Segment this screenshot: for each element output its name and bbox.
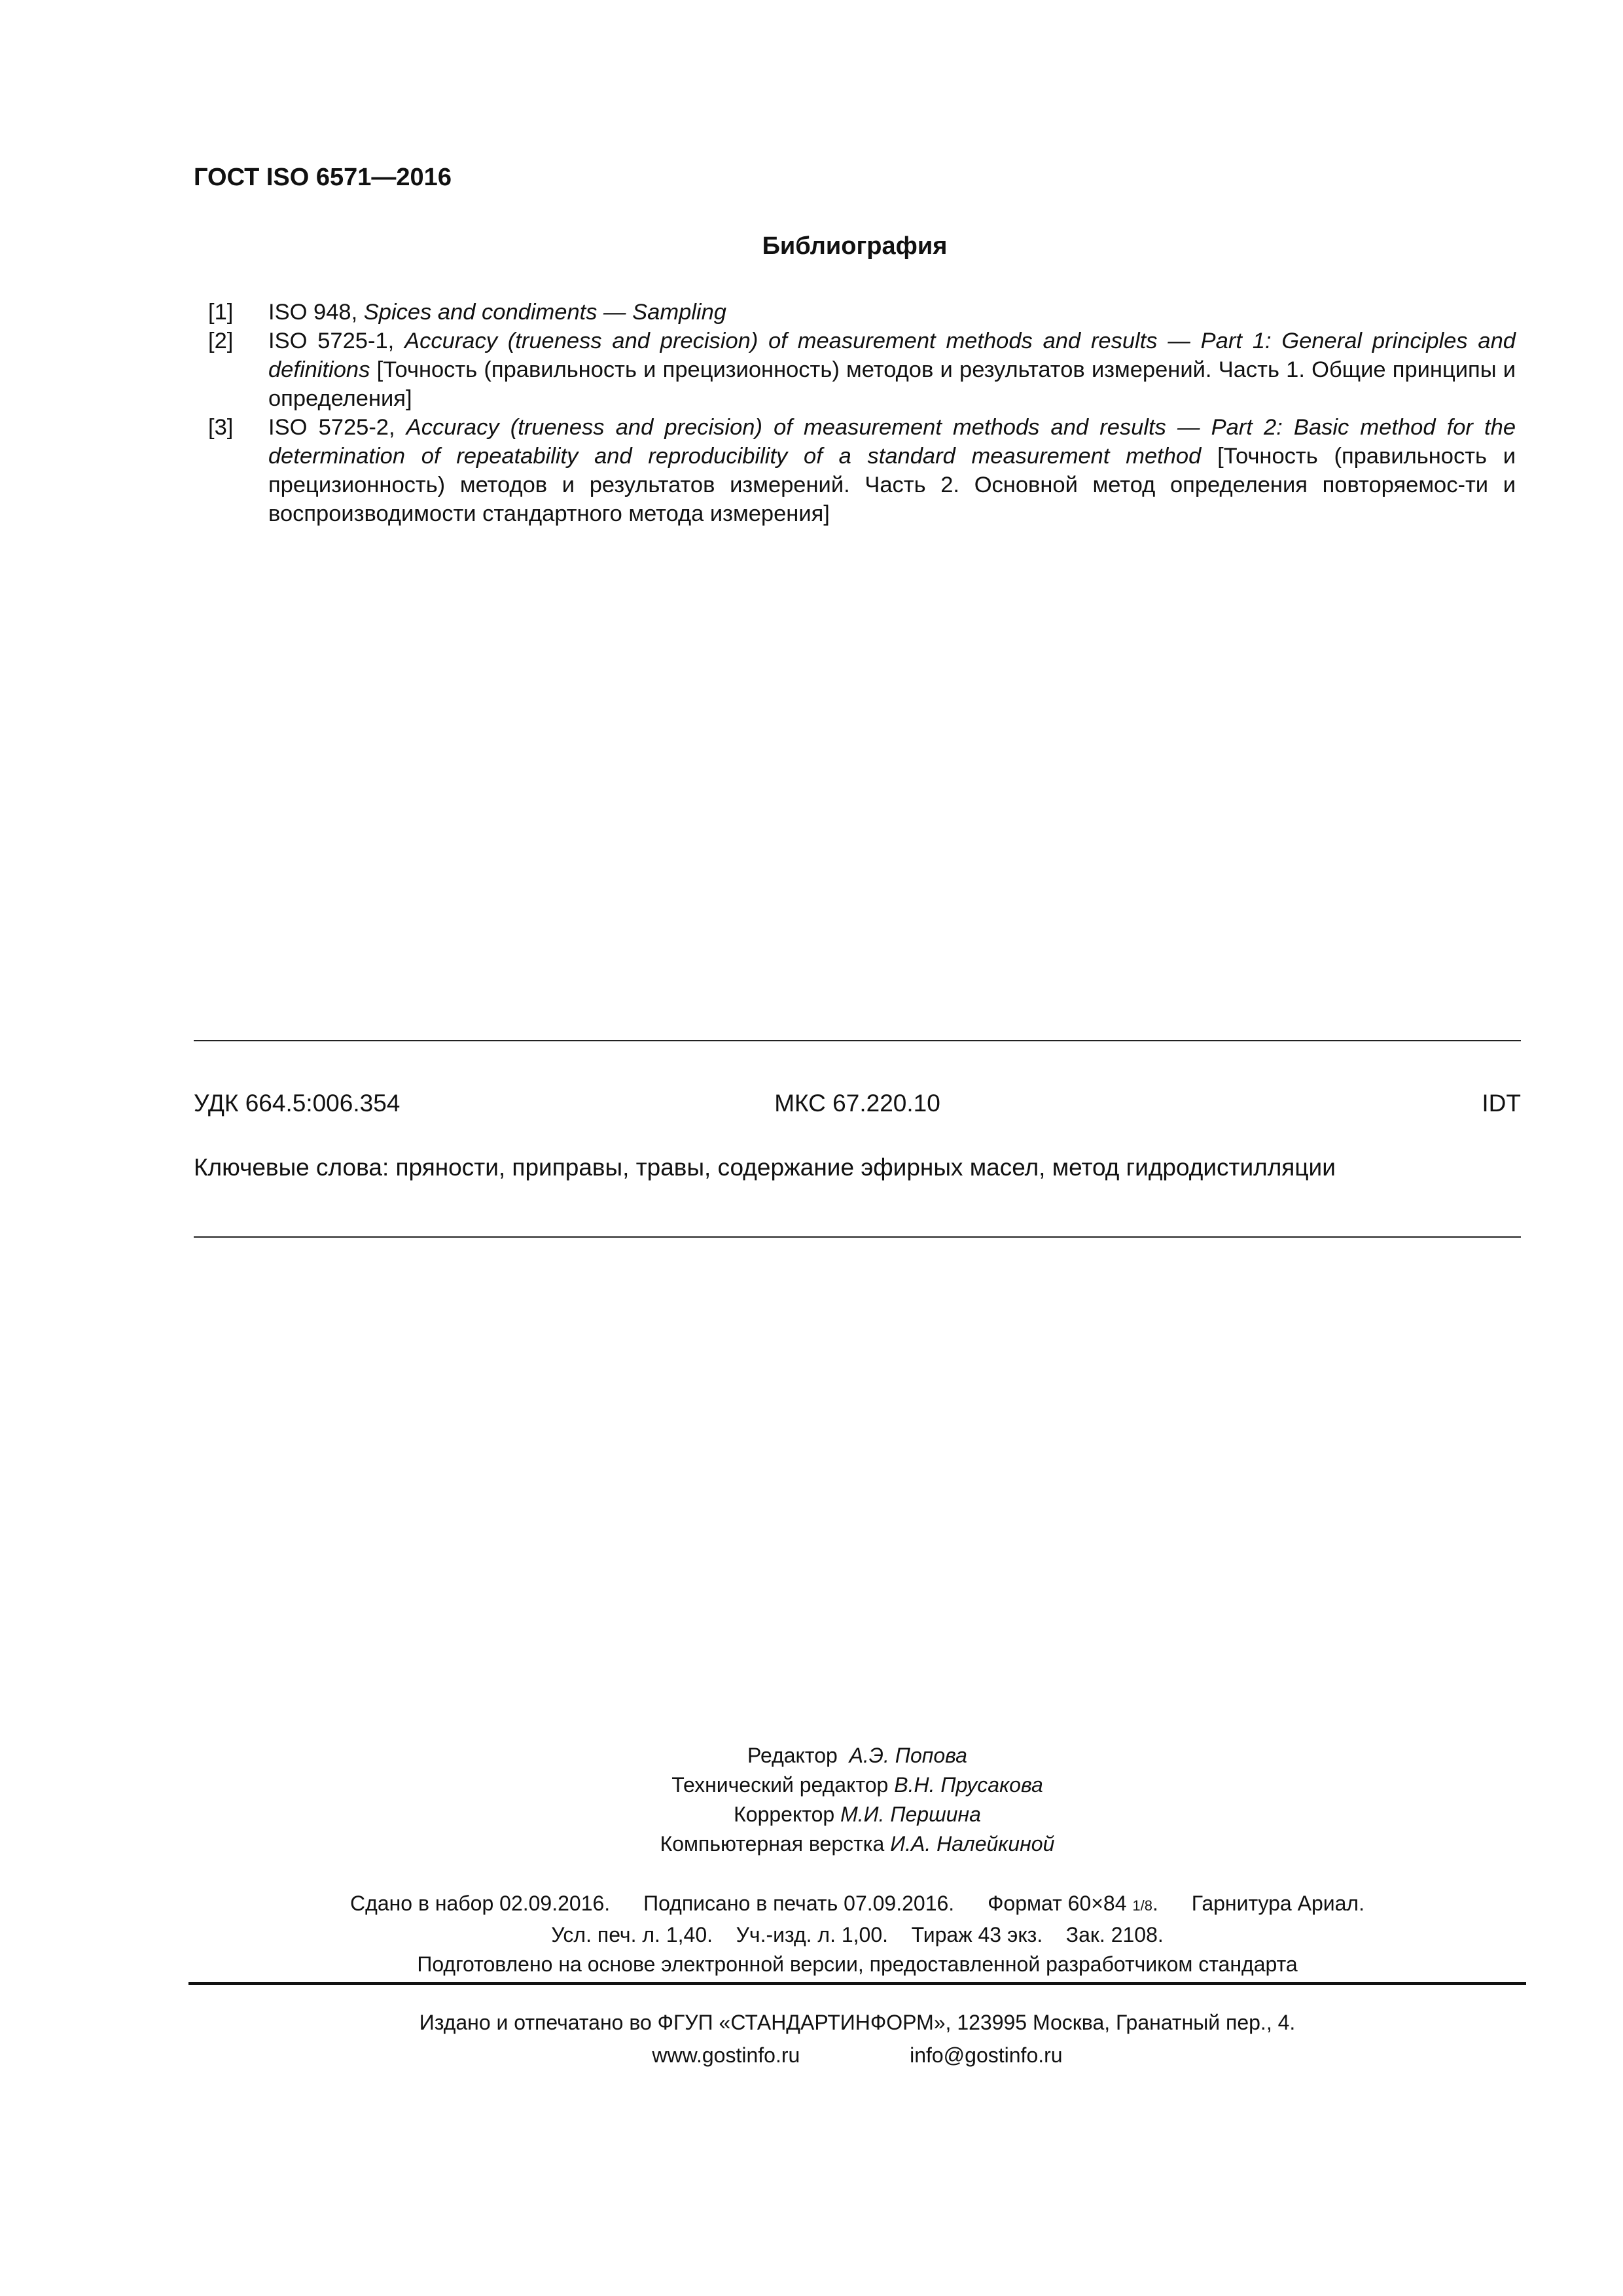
print-info-line-2	[194, 1920, 1521, 1950]
udk-code: УДК 664.5:006.354	[194, 1090, 401, 1117]
bibliography-entry	[194, 298, 1516, 327]
publisher-line: Издано и отпечатано во ФГУП «СТАНДАРТИНФОРМ», 123995 Москва, Гранатный пер., 4.	[419, 2011, 1296, 2034]
bibliography-entry	[194, 327, 1516, 413]
document-code: ГОСТ ISO 6571—2016	[194, 164, 452, 191]
entry-number: [1]	[208, 300, 234, 325]
entry-text	[268, 298, 1516, 327]
print-sheets: Усл. печ. л. 1,40.	[551, 1923, 713, 1946]
publisher-website: www.gostinfo.ru	[652, 2043, 800, 2067]
entry-number: [2]	[208, 329, 234, 353]
credit-editor	[194, 1741, 1521, 1770]
prepared-note: Подготовлено на основе электронной версии, предоставленной разработчиком стандарта	[417, 1952, 1298, 1976]
tech-editor-label: Технический редактор	[671, 1773, 889, 1797]
publishing-sheets: Уч.-изд. л. 1,00.	[736, 1923, 889, 1946]
editor-label: Редактор	[747, 1744, 838, 1767]
corrector-name: М.И. Першина	[840, 1803, 981, 1826]
layout-label: Компьютерная верстка	[660, 1832, 885, 1856]
credit-layout	[194, 1829, 1521, 1859]
format-fraction: 1/8	[1132, 1897, 1152, 1914]
mks-code: МКС 67.220.10	[774, 1090, 940, 1117]
publisher-email: info@gostinfo.ru	[910, 2043, 1063, 2067]
credits-block	[194, 1741, 1521, 1859]
publisher-block	[194, 2006, 1521, 2072]
entry-ref: ISO 948,	[268, 300, 358, 325]
entry-title-en: Accuracy (trueness and precision) of measurement methods and results — Part 1: General principles and definitions	[268, 329, 1516, 382]
entry-ref: ISO 5725-2,	[268, 415, 395, 440]
entry-text	[268, 327, 1516, 413]
keywords-line: Ключевые слова: пряности, приправы, травы, содержание эфирных масел, метод гидродистилляции	[194, 1154, 1336, 1181]
layout-name: И.А. Налейкиной	[890, 1832, 1055, 1856]
idt-label: IDT	[1482, 1090, 1521, 1117]
entry-text	[268, 413, 1516, 528]
bibliography-list	[194, 298, 1516, 528]
bibliography-entry	[194, 413, 1516, 528]
entry-ref: ISO 5725-1,	[268, 329, 395, 353]
submitted-date: Сдано в набор 02.09.2016.	[350, 1892, 611, 1915]
order-number: Зак. 2108.	[1065, 1923, 1164, 1946]
divider-bottom	[194, 1236, 1521, 1238]
print-info-line-1: Сдано в набор 02.09.2016. Подписано в печать 07.09.2016. Формат 60×84 1/8. Гарнитура Ариал.	[350, 1892, 1364, 1915]
credit-corrector	[194, 1800, 1521, 1829]
print-info-block	[194, 1889, 1521, 1979]
entry-title-ru: [Точность (правильность и прецизионность) методов и результатов измерений. Часть 1. Общие принципы и определения]	[268, 357, 1516, 411]
format-value: Формат 60×84	[988, 1892, 1127, 1915]
entry-title-ru: [Точность (правильность и прецизионность) методов и результатов измерений. Часть 2. Основной метод определения повторяемос-ти и воспроизводимости стандартного метода измерения]	[268, 444, 1516, 526]
divider-top	[194, 1040, 1521, 1041]
entry-number: [3]	[208, 415, 234, 440]
publisher-divider	[188, 1982, 1526, 1985]
publisher-contacts	[194, 2039, 1521, 2072]
typeface: Гарнитура Ариал.	[1191, 1892, 1364, 1915]
editor-name: А.Э. Попова	[849, 1744, 967, 1767]
credit-tech-editor	[194, 1770, 1521, 1800]
print-run: Тираж 43 экз.	[911, 1923, 1043, 1946]
corrector-label: Корректор	[734, 1803, 835, 1826]
entry-title-en: Accuracy (trueness and precision) of measurement methods and results — Part 2: Basic method for the determination of repeatability and reproducibility of a standard measurement method	[268, 415, 1516, 469]
entry-title-en: Spices and condiments — Sampling	[363, 300, 726, 325]
bibliography-title: Библиография	[762, 232, 948, 260]
signed-date: Подписано в печать 07.09.2016.	[643, 1892, 955, 1915]
tech-editor-name: В.Н. Прусакова	[894, 1773, 1043, 1797]
